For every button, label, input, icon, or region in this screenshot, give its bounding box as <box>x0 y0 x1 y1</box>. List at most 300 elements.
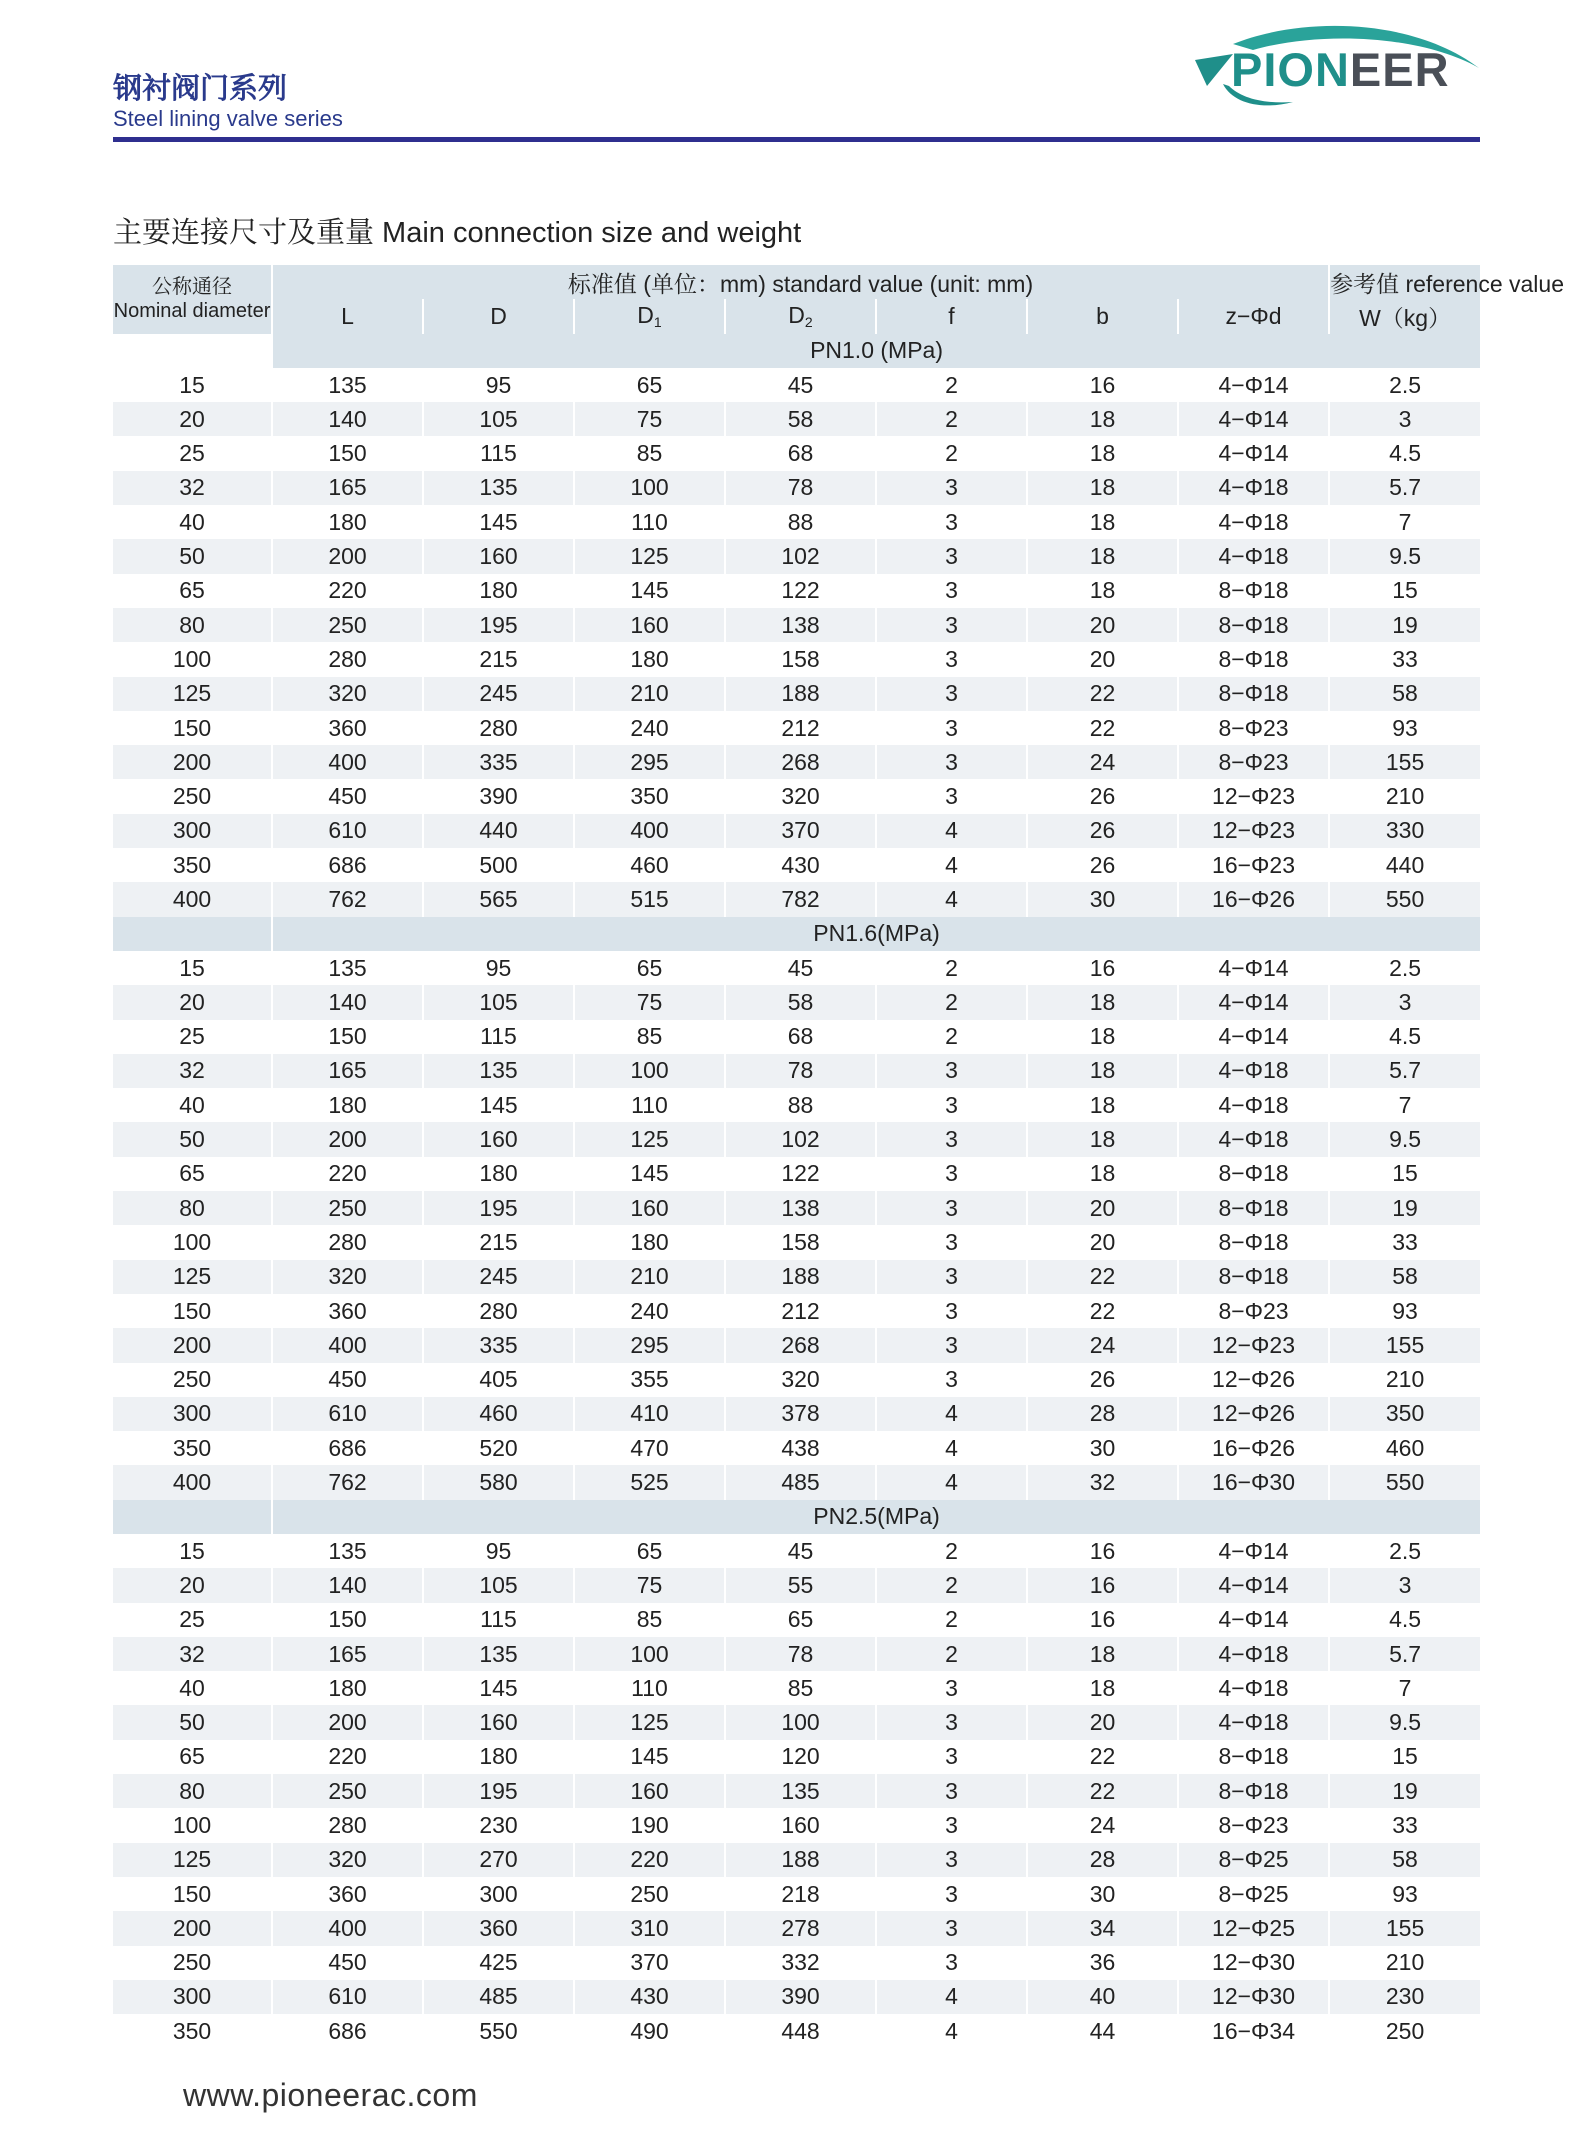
table-cell: 425 <box>423 1946 574 1980</box>
table-cell: 230 <box>1329 1980 1480 2014</box>
table-cell: 335 <box>423 1328 574 1362</box>
table-row <box>113 1774 1480 1808</box>
col-header-zd: z−Φd <box>1178 299 1329 333</box>
table-cell: 4−Φ14 <box>1178 1568 1329 1602</box>
table-cell: 125 <box>113 1843 272 1877</box>
table-cell: 65 <box>113 574 272 608</box>
table-cell: 320 <box>272 677 423 711</box>
spec-table-body <box>113 334 1480 2049</box>
table-cell: 93 <box>1392 1880 1418 1907</box>
table-cell: 4−Φ18 <box>1178 1705 1329 1739</box>
table-cell: 80 <box>113 608 272 642</box>
table-cell: 280 <box>272 1808 423 1842</box>
table-cell: 3 <box>876 1088 1027 1122</box>
table-row <box>113 436 1480 470</box>
table-cell: 438 <box>725 1431 876 1465</box>
table-cell: 300 <box>113 814 272 848</box>
table-cell: 430 <box>574 1980 725 2014</box>
table-cell: 212 <box>725 1294 876 1328</box>
table-cell: 8−Φ18 <box>1178 1225 1329 1259</box>
table-cell: 686 <box>272 1431 423 1465</box>
table-cell: 295 <box>574 1328 725 1362</box>
table-cell: 16 <box>1027 1568 1178 1602</box>
table-row <box>113 1054 1480 1088</box>
table-cell: 485 <box>725 1465 876 1499</box>
table-row <box>113 1465 1480 1499</box>
table-cell: 25 <box>113 436 272 470</box>
table-cell: 245 <box>423 1260 574 1294</box>
table-cell: 95 <box>423 951 574 985</box>
pressure-section-blank <box>113 917 272 951</box>
table-cell: 268 <box>725 1328 876 1362</box>
table-cell: 125 <box>574 539 725 573</box>
table-cell: 460 <box>574 848 725 882</box>
table-cell: 3 <box>876 1877 1027 1911</box>
table-cell: 50 <box>113 1122 272 1156</box>
table-cell: 16 <box>1027 1534 1178 1568</box>
table-cell: 2.5 <box>1389 954 1422 981</box>
table-cell: 105 <box>423 985 574 1019</box>
table-cell: 16 <box>1027 368 1178 402</box>
table-cell: 355 <box>574 1363 725 1397</box>
table-cell: 3 <box>876 505 1027 539</box>
table-cell: 3 <box>1329 1568 1480 1602</box>
table-cell: 400 <box>272 1911 423 1945</box>
table-cell: 3 <box>876 1363 1027 1397</box>
table-cell: 20 <box>113 402 272 436</box>
table-cell: 58 <box>1329 1260 1480 1294</box>
table-cell: 135 <box>272 1534 423 1568</box>
table-cell: 440 <box>1385 851 1425 878</box>
table-row <box>113 1568 1480 1602</box>
table-cell: 30 <box>1027 1877 1178 1911</box>
table-cell: 525 <box>574 1465 725 1499</box>
table-cell: 5.7 <box>1329 1637 1480 1671</box>
table-cell: 4 <box>876 882 1027 916</box>
table-cell: 7 <box>1398 508 1412 535</box>
table-cell: 280 <box>272 642 423 676</box>
table-cell: 15 <box>1392 577 1418 604</box>
table-cell: 200 <box>272 1122 423 1156</box>
table-cell: 16−Φ26 <box>1178 882 1329 916</box>
table-cell: 140 <box>272 985 423 1019</box>
table-cell: 2 <box>876 1603 1027 1637</box>
table-cell: 215 <box>423 642 574 676</box>
table-cell: 58 <box>725 985 876 1019</box>
table-cell: 65 <box>113 1157 272 1191</box>
table-cell: 100 <box>113 642 272 676</box>
table-cell: 390 <box>725 1980 876 2014</box>
table-cell: 145 <box>423 505 574 539</box>
table-cell: 350 <box>574 779 725 813</box>
col-header-d1-main: D <box>637 302 654 329</box>
table-cell: 50 <box>113 1705 272 1739</box>
table-cell: 75 <box>574 402 725 436</box>
header-row-2 <box>113 299 1480 333</box>
table-cell: 4 <box>876 2014 1027 2048</box>
table-cell: 3 <box>876 642 1027 676</box>
table-cell: 100 <box>574 1054 725 1088</box>
table-cell: 65 <box>725 1603 876 1637</box>
table-cell: 16−Φ30 <box>1178 1465 1329 1499</box>
header-row-1 <box>113 265 1480 299</box>
table-cell: 8−Φ25 <box>1178 1843 1329 1877</box>
table-cell: 2 <box>876 436 1027 470</box>
spec-table <box>113 265 1564 2048</box>
table-cell: 18 <box>1027 1671 1178 1705</box>
table-cell: 350 <box>113 1431 272 1465</box>
table-cell: 8−Φ18 <box>1178 1191 1329 1225</box>
table-cell: 400 <box>272 745 423 779</box>
table-cell: 80 <box>113 1191 272 1225</box>
table-cell: 3 <box>1329 402 1480 436</box>
table-cell: 190 <box>574 1808 725 1842</box>
table-cell: 12−Φ30 <box>1178 1946 1329 1980</box>
table-cell: 4−Φ18 <box>1178 505 1329 539</box>
table-cell: 210 <box>574 677 725 711</box>
table-cell: 24 <box>1027 1808 1178 1842</box>
table-cell: 150 <box>272 1603 423 1637</box>
table-cell: 58 <box>1329 677 1480 711</box>
table-cell: 9.5 <box>1329 539 1480 573</box>
table-cell: 220 <box>272 574 423 608</box>
table-cell: 520 <box>423 1431 574 1465</box>
table-cell: 33 <box>1392 645 1418 672</box>
table-cell: 180 <box>272 1088 423 1122</box>
table-row <box>113 985 1480 1019</box>
col-header-d: D <box>423 299 574 333</box>
table-cell: 610 <box>272 814 423 848</box>
table-cell: 110 <box>574 1088 725 1122</box>
table-cell: 50 <box>113 539 272 573</box>
table-cell: 58 <box>725 402 876 436</box>
table-cell: 19 <box>1329 608 1480 642</box>
table-cell: 2 <box>876 1020 1027 1054</box>
col-header-d2-main: D <box>788 302 805 329</box>
table-cell: 158 <box>725 642 876 676</box>
table-cell: 2 <box>876 985 1027 1019</box>
table-cell: 500 <box>423 848 574 882</box>
table-cell: 85 <box>725 1671 876 1705</box>
table-cell: 440 <box>423 814 574 848</box>
table-cell: 145 <box>423 1671 574 1705</box>
table-cell: 350 <box>113 848 272 882</box>
table-cell: 448 <box>725 2014 876 2048</box>
table-cell: 75 <box>574 1568 725 1602</box>
table-cell: 115 <box>423 1603 574 1637</box>
table-cell: 16 <box>1027 1603 1178 1637</box>
table-cell: 20 <box>1027 608 1178 642</box>
table-cell: 100 <box>574 1637 725 1671</box>
table-cell: 135 <box>423 1054 574 1088</box>
table-row <box>113 677 1480 711</box>
table-cell: 15 <box>113 368 272 402</box>
table-cell: 3 <box>876 779 1027 813</box>
table-cell: 370 <box>725 814 876 848</box>
table-cell: 250 <box>1385 2017 1425 2044</box>
table-cell: 3 <box>876 1225 1027 1259</box>
table-row <box>113 1534 1480 1568</box>
table-cell: 180 <box>574 1225 725 1259</box>
table-cell: 4 <box>876 814 1027 848</box>
table-cell: 3 <box>876 574 1027 608</box>
table-cell: 18 <box>1027 1637 1178 1671</box>
table-cell: 332 <box>725 1946 876 1980</box>
table-cell: 4−Φ18 <box>1178 539 1329 573</box>
table-cell: 3 <box>876 745 1027 779</box>
table-cell: 320 <box>272 1843 423 1877</box>
table-cell: 32 <box>113 1637 272 1671</box>
table-cell: 4−Φ18 <box>1178 1637 1329 1671</box>
pressure-section-row <box>113 334 1480 368</box>
table-cell: 20 <box>1027 1225 1178 1259</box>
table-cell: 2.5 <box>1389 1537 1422 1564</box>
table-cell: 12−Φ23 <box>1178 814 1329 848</box>
table-cell: 200 <box>113 745 272 779</box>
table-cell: 370 <box>574 1946 725 1980</box>
table-cell: 4 <box>876 1431 1027 1465</box>
table-cell: 200 <box>272 539 423 573</box>
table-cell: 278 <box>725 1911 876 1945</box>
table-cell: 188 <box>725 1843 876 1877</box>
table-cell: 155 <box>1329 1328 1480 1362</box>
table-cell: 4 <box>876 1397 1027 1431</box>
nominal-diameter-header <box>113 265 272 334</box>
table-cell: 78 <box>725 471 876 505</box>
table-cell: 550 <box>1329 1465 1480 1499</box>
table-cell: 18 <box>1027 1088 1178 1122</box>
table-cell: 100 <box>725 1705 876 1739</box>
table-row <box>113 1363 1480 1397</box>
table-cell: 18 <box>1027 436 1178 470</box>
table-cell: 68 <box>725 436 876 470</box>
table-cell: 5.7 <box>1329 471 1480 505</box>
table-cell: 4.5 <box>1389 440 1422 467</box>
logo-wordmark <box>1231 42 1450 97</box>
table-cell: 4−Φ14 <box>1178 402 1329 436</box>
table-cell: 220 <box>574 1843 725 1877</box>
table-cell: 220 <box>272 1740 423 1774</box>
table-cell: 78 <box>725 1637 876 1671</box>
table-cell: 3 <box>876 1054 1027 1088</box>
table-cell: 22 <box>1027 1260 1178 1294</box>
table-cell: 240 <box>574 1294 725 1328</box>
col-header-d1 <box>574 299 725 333</box>
table-cell: 20 <box>113 985 272 1019</box>
table-cell: 85 <box>574 1020 725 1054</box>
table-cell: 8−Φ23 <box>1178 1294 1329 1328</box>
table-cell: 762 <box>272 882 423 916</box>
table-cell: 36 <box>1027 1946 1178 1980</box>
logo-text-pion: PION <box>1231 43 1350 96</box>
table-cell: 335 <box>423 745 574 779</box>
table-cell: 26 <box>1027 814 1178 848</box>
table-cell: 200 <box>113 1911 272 1945</box>
table-row <box>113 1740 1480 1774</box>
table-cell: 4 <box>876 1465 1027 1499</box>
table-cell: 4−Φ14 <box>1178 951 1329 985</box>
table-cell: 120 <box>725 1740 876 1774</box>
table-cell: 8−Φ23 <box>1178 1808 1329 1842</box>
table-row <box>113 1157 1480 1191</box>
table-cell: 19 <box>1329 1191 1480 1225</box>
table-cell: 160 <box>423 539 574 573</box>
table-cell: 3 <box>876 1157 1027 1191</box>
table-row <box>113 1946 1480 1980</box>
table-cell: 378 <box>725 1397 876 1431</box>
table-cell: 85 <box>574 436 725 470</box>
table-cell: 150 <box>113 1294 272 1328</box>
table-cell: 12−Φ26 <box>1178 1363 1329 1397</box>
table-row <box>113 368 1480 402</box>
table-cell: 4−Φ18 <box>1178 1122 1329 1156</box>
table-cell: 15 <box>1392 1743 1418 1770</box>
pressure-section-label: PN2.5(MPa) <box>272 1500 1480 1534</box>
table-cell: 250 <box>574 1877 725 1911</box>
table-cell: 12−Φ26 <box>1178 1397 1329 1431</box>
table-cell: 110 <box>574 1671 725 1705</box>
table-row <box>113 1671 1480 1705</box>
table-cell: 9.5 <box>1329 1705 1480 1739</box>
table-cell: 215 <box>423 1225 574 1259</box>
table-cell: 3 <box>876 1843 1027 1877</box>
table-cell: 115 <box>423 436 574 470</box>
table-cell: 268 <box>725 745 876 779</box>
table-cell: 105 <box>423 402 574 436</box>
table-cell: 78 <box>725 1054 876 1088</box>
table-row <box>113 1088 1480 1122</box>
table-cell: 3 <box>876 539 1027 573</box>
table-cell: 460 <box>1385 1434 1425 1461</box>
table-cell: 12−Φ25 <box>1178 1911 1329 1945</box>
table-cell: 95 <box>423 368 574 402</box>
table-cell: 3 <box>876 1808 1027 1842</box>
pressure-section-label: PN1.6(MPa) <box>272 917 1480 951</box>
table-cell: 26 <box>1027 779 1178 813</box>
table-cell: 3 <box>1329 985 1480 1019</box>
table-cell: 3 <box>876 677 1027 711</box>
table-row <box>113 951 1480 985</box>
table-cell: 3 <box>876 1705 1027 1739</box>
table-cell: 350 <box>113 2014 272 2048</box>
table-cell: 210 <box>574 1260 725 1294</box>
table-cell: 4−Φ18 <box>1178 1054 1329 1088</box>
table-cell: 22 <box>1027 1740 1178 1774</box>
table-cell: 16−Φ26 <box>1178 1431 1329 1465</box>
table-row <box>113 2014 1480 2048</box>
table-row <box>113 1328 1480 1362</box>
table-row <box>113 1637 1480 1671</box>
table-cell: 188 <box>725 1260 876 1294</box>
table-cell: 250 <box>113 1946 272 1980</box>
table-cell: 100 <box>113 1808 272 1842</box>
table-cell: 20 <box>113 1568 272 1602</box>
table-row <box>113 745 1480 779</box>
table-cell: 3 <box>876 1740 1027 1774</box>
table-cell: 30 <box>1027 882 1178 916</box>
table-cell: 160 <box>423 1122 574 1156</box>
table-cell: 3 <box>876 1294 1027 1328</box>
table-cell: 230 <box>423 1808 574 1842</box>
table-cell: 390 <box>423 779 574 813</box>
table-cell: 15 <box>1392 1160 1418 1187</box>
table-cell: 125 <box>113 1260 272 1294</box>
table-cell: 140 <box>272 402 423 436</box>
table-cell: 24 <box>1027 745 1178 779</box>
table-cell: 3 <box>876 1671 1027 1705</box>
col-header-w: W（kg） <box>1329 299 1480 333</box>
table-cell: 8−Φ23 <box>1178 745 1329 779</box>
table-cell: 360 <box>272 711 423 745</box>
table-cell: 95 <box>423 1534 574 1568</box>
table-cell: 22 <box>1027 677 1178 711</box>
table-cell: 18 <box>1027 539 1178 573</box>
table-cell: 300 <box>113 1397 272 1431</box>
table-cell: 300 <box>423 1877 574 1911</box>
table-cell: 40 <box>113 505 272 539</box>
table-cell: 15 <box>113 1534 272 1568</box>
table-cell: 610 <box>272 1397 423 1431</box>
table-cell: 280 <box>272 1225 423 1259</box>
table-row <box>113 1843 1480 1877</box>
table-cell: 18 <box>1027 1020 1178 1054</box>
table-cell: 360 <box>272 1294 423 1328</box>
table-cell: 125 <box>113 677 272 711</box>
table-cell: 16−Φ34 <box>1178 2014 1329 2048</box>
table-cell: 210 <box>1385 1366 1425 1393</box>
table-cell: 34 <box>1027 1911 1178 1945</box>
table-row <box>113 608 1480 642</box>
table-cell: 180 <box>423 1157 574 1191</box>
table-cell: 125 <box>574 1122 725 1156</box>
table-cell: 44 <box>1027 2014 1178 2048</box>
table-cell: 4 <box>876 848 1027 882</box>
table-cell: 2 <box>876 402 1027 436</box>
table-cell: 250 <box>113 779 272 813</box>
col-header-d2 <box>725 299 876 333</box>
table-cell: 250 <box>272 1191 423 1225</box>
table-cell: 4 <box>876 1980 1027 2014</box>
table-cell: 45 <box>725 1534 876 1568</box>
table-cell: 145 <box>574 1740 725 1774</box>
table-cell: 450 <box>272 779 423 813</box>
table-cell: 8−Φ25 <box>1178 1877 1329 1911</box>
table-cell: 686 <box>272 2014 423 2048</box>
table-cell: 580 <box>423 1465 574 1499</box>
table-row <box>113 1294 1480 1328</box>
col-header-d2-sub: 2 <box>804 314 813 331</box>
table-cell: 2 <box>876 951 1027 985</box>
table-cell: 4−Φ18 <box>1178 471 1329 505</box>
table-cell: 122 <box>725 1157 876 1191</box>
table-cell: 18 <box>1027 1157 1178 1191</box>
table-cell: 245 <box>423 677 574 711</box>
table-cell: 485 <box>423 1980 574 2014</box>
table-cell: 195 <box>423 1191 574 1225</box>
table-cell: 20 <box>1027 642 1178 676</box>
table-cell: 180 <box>423 1740 574 1774</box>
table-cell: 8−Φ18 <box>1178 642 1329 676</box>
table-cell: 310 <box>574 1911 725 1945</box>
table-cell: 4−Φ18 <box>1178 1088 1329 1122</box>
table-cell: 135 <box>725 1774 876 1808</box>
table-cell: 18 <box>1027 402 1178 436</box>
table-cell: 400 <box>113 882 272 916</box>
table-cell: 4.5 <box>1389 1023 1422 1050</box>
table-cell: 400 <box>113 1465 272 1499</box>
table-cell: 350 <box>1329 1397 1480 1431</box>
table-cell: 88 <box>725 505 876 539</box>
